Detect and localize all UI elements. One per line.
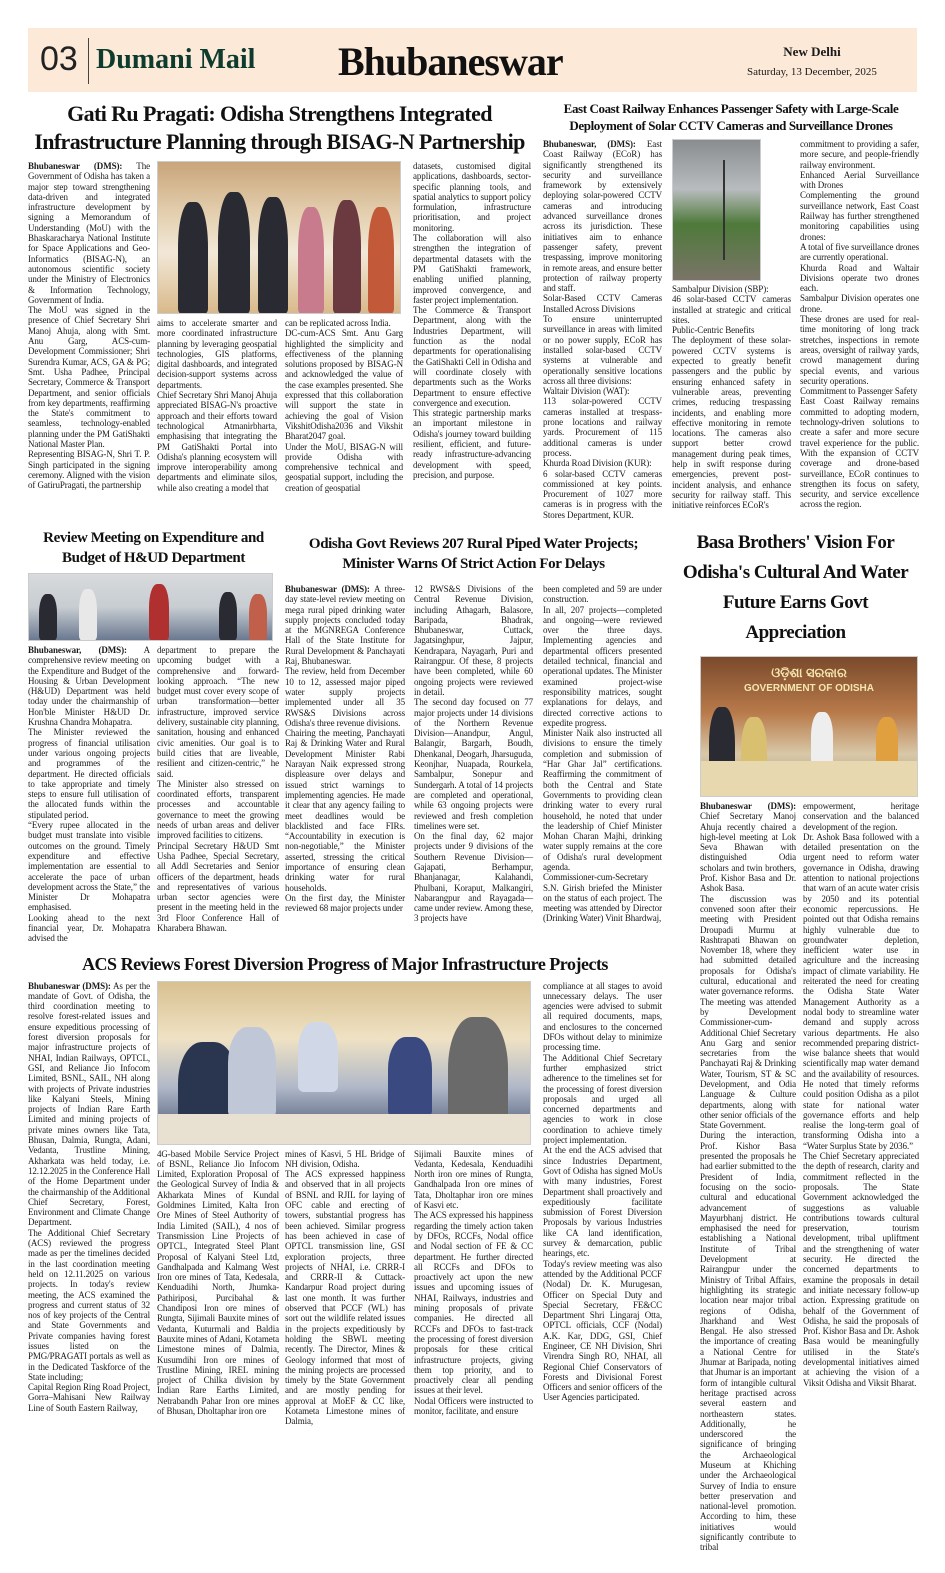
article-column (157, 645, 279, 933)
headline-water: Odisha Govt Reviews 207 Rural Piped Water Projects; Minister Warns Of Strict Action For Delays (308, 535, 639, 572)
photo-railway-cctv (672, 139, 761, 281)
headline-hud: Review Meeting on Expenditure and Budget of H&UD Department (43, 529, 264, 566)
article-column (414, 1149, 533, 1417)
article-water (285, 528, 662, 924)
paragraph: The review, held from December 10 to 12, assessed major piped water supply projects implemented under all 35 RWS&S Divisions across Odisha's three revenue divisions. (285, 666, 405, 728)
article-column (285, 1149, 405, 1427)
paragraph: been completed and 59 are under construction. (543, 583, 662, 605)
article-column (285, 318, 403, 493)
article-column (28, 645, 150, 944)
article-column (543, 584, 662, 924)
paragraph: “Every rupee allocated in the budget must translate into visible outcomes on the ground. Timely expenditure and effective implementation are essential to accelerate the pace of urban development across the State,” the Minister Dr Mohapatra emphasised. (28, 820, 150, 913)
article-column (157, 1149, 279, 1417)
headline-basa: Basa Brothers' Vision For Odisha's Cultural And Water Future Earns Govt Appreciation (682, 531, 909, 643)
paragraph: Complementing the ground surveillance network, East Coast Railway has further strengthened monitoring capabilities using drones: (800, 190, 919, 242)
article-column (800, 139, 919, 510)
paragraph: The ACS expressed his happiness regarding the timely action taken by DFOs, RCCFs, Nodal office and Nodal section of FE & CC department. He further directed all RCCFs and DFOs to proactively act upon the new issues and upcoming issues of NHAI, Railways, industries and mining proposals of private companies. He directed all RCCFs and DFOs to fast-track the processing of forest diversion proposals for these critical infrastructure projects, giving them top priority, and to proactively clear all pending issues at their level. (414, 1210, 533, 1396)
paragraph: This strategic partnership marks an important milestone in Odisha's journey toward building resilient, efficient, and future-ready infrastructure-advancing development with speed, precision, and purpose. (413, 408, 531, 480)
photo-basa-meeting (700, 656, 918, 797)
paragraph: 46 solar-based CCTV cameras installed at strategic and critical sites. (672, 294, 791, 325)
paragraph: Sijimali Bauxite mines of Vedanta, Kedesala, Kenduadihi North iron ore mines of Rungta, Gandhalpada Iron ore mines of Tata, Dholtaphar iron ore mines of Kasvi etc. (414, 1148, 533, 1211)
paragraph: At the end the ACS advised that since Industries Department, Govt of Odisha has signed MoUs with many industries, Forest Department shall proactively and expeditiously facilitate submission of Forest Diversion Proposals by various Industries like CA land identification, survey & demarcation, public hearings, etc. (543, 1145, 662, 1259)
edition-date: Saturday, 13 December, 2025 (747, 66, 877, 78)
article-column (672, 284, 791, 511)
paragraph: Khurda Road Division (KUR): (543, 458, 652, 469)
headline-ecor: East Coast Railway Enhances Passenger Safety with Large-Scale Deployment of Solar CCTV Cameras and Surveillance Drones (563, 101, 899, 133)
paragraph: Capital Region Ring Road Project, Gorra–Mahisani New Railway Line of South Eastern Railway, (28, 1382, 150, 1413)
paragraph: Bhubaneswar, (DMS): East Coast Railway (ECoR) has significantly strengthened its security and surveillance framework by extensively deploying solar-powered CCTV cameras and introducing advanced surveillance drones across its jurisdiction. These initiatives aim to enhance passenger safety, prevent trespassing, improve monitoring in remote areas, and ensure better protection of railway property and staff. (543, 139, 662, 294)
paragraph: 12 RWS&S Divisions of the Central Revenue Division, including Athagarh, Balasore, Baripada, Bhadrak, Bhubaneswar, Cuttack, Jagatsinghpur, Jajpur, Kendrapara, Nayagarh, Puri and Rairangpur. Of these, 8 projects have been completed, while 60 ongoing projects were reviewed in detail. (414, 583, 533, 697)
article-column (700, 801, 796, 1553)
article-basa (672, 528, 919, 1553)
masthead (28, 28, 917, 92)
photo-forest-meeting (157, 981, 531, 1145)
headline-forest: ACS Reviews Forest Diversion Progress of Major Infrastructure Projects (82, 953, 608, 974)
paragraph: The Additional Chief Secretary (ACS) reviewed the progress made as per the timelines decided in the last coordination meeting held on 12.11.2025 on various projects. In today's review meeting, the ACS examined the progress and current status of 32 nos of key projects of the Central and State Governments and Private companies having forest issues listed on the PMG/PRAGATI portals as well as in the Dedicated Taskforce of the State including; (28, 1227, 150, 1382)
edition-city: Bhubaneswar (338, 39, 563, 84)
article-forest (28, 952, 662, 1427)
article-column (543, 981, 662, 1403)
article-column (414, 584, 533, 924)
paragraph: empowerment, heritage conservation and the balanced development of the region. (803, 800, 919, 832)
newspaper-brand: Dumani Mail (96, 44, 256, 75)
paragraph: The discussion was convened soon after their meeting with President Droupadi Murmu at Rashtrapati Bhawan on November 18, where they had submitted detailed proposals for Odisha's cultural, educational and water governance reforms. (700, 893, 796, 997)
paragraph: Bhubaneswar, (DMS): A comprehensive review meeting on the Expenditure and Budget of the Housing & Urban Development (H&UD) Department was held today under the chairmanship of Hon'ble Minister H&UD Dr. Krushna Chandra Mohapatra. (28, 644, 150, 728)
paragraph: The deployment of these solar-powered CCTV systems is expected to greatly benefit passengers and the public by ensuring enhanced safety in vulnerable areas, preventing crimes, reducing trespassing incidents, and enabling more effective monitoring in remote locations. The cameras also support better crowd management during peak times, help in swift response during emergencies, prevent post-incident analysis, and enhance security for railway staff. This initiative reinforces ECoR's (672, 335, 791, 511)
divider (88, 38, 89, 84)
paragraph: Commissioner-cum-Secretary S.N. Girish briefed the Minister on the status of each project. The meeting was attended by Director (Drinking Water) Vinit Bhardwaj, (543, 872, 662, 924)
paragraph: Bhubaneswar (DMS): A three-day state-level review meeting on mega rural piped drinking water supply projects concluded today at the MGNREGA Conference Hall of the State Institute for Rural Development & Panchayati Raj, Bhubaneswar. (285, 583, 406, 667)
paragraph: 6 solar-based CCTV cameras commissioned at key points. Procurement of 1027 more cameras is in progress with the Stores Department, KUR. (543, 468, 662, 520)
paragraph: 4G-based Mobile Service Project of BSNL, Reliance Jio Infocom Limited, Exploration Proposal of the Geological Survey of India & Akharkata Mines of Kundal Goldmines Limited, Kalta Iron Ore Mines of Steel Authority of India Limited (SAIL), 4 nos of Transmission Line Projects of OPTCL, Integrated Steel Plant Proposal of Kalyani Steel Ltd, Gandhalpada and Kalmang West Iron ore mines of Tata, Kedesala, Kenduadihi North, Jhumka-Pathiriposi, Purcibahal & Chandiposi Iron ore mines of Rungta, Sijimali Bauxite mines of Vedanta, Kuturmali and Baldia Bauxite mines of Adani, Kotameta Limestone mines of Dalmia, Kusumdihi Iron ore mines of Trustline Mining, IREL mining project of Chilka division by Indian Rare Earths Limited, Netrabandh Pahar Iron ore mines of Bhusan, Dholtaphar iron ore (157, 1148, 279, 1417)
paragraph: The meeting was attended by Development Commissioner-cum-Additional Chief Secretary Anu Garg and senior secretaries from the Panchayati Raj & Drinking Water, Tourism, ST & SC Development, and Odia Language & Culture departments, along with other senior officials of the State Government. (700, 996, 796, 1131)
paragraph: These drones are used for real-time monitoring of long track stretches, inspections in remote areas, oversight of railway yards, crowd management during special events, and various security operations. (800, 314, 919, 386)
top-row (28, 100, 919, 520)
paragraph: Khurda Road and Waltair Divisions operate two drones each. (800, 262, 919, 294)
paragraph: Looking ahead to the next financial year, Dr. Mohapatra advised the (28, 912, 150, 944)
article-ecor (543, 100, 919, 520)
paragraph: The MoU was signed in the presence of Chief Secretary Shri Manoj Ahuja, along with Smt. Anu Garg, ACS-cum-Development Commissioner; Shri Surendra Kumar, ACS, GA & PG; Smt. Usha Padhee, Principal Secretary, Commerce & Transport Department, and senior officials from key departments, reaffirming the State's commitment to seamless, technology-enabled planning under the PM GatiShakti National Master Plan. (28, 305, 150, 450)
paragraph: The Minister reviewed the progress of financial utilisation under various ongoing projects and programmes of the department. He directed officials to take appropriate and timely steps to ensure full utilisation of the allocated funds within the stipulated period. (28, 727, 150, 820)
paragraph: Nodal Officers were instructed to monitor, facilitate, and ensure (414, 1395, 533, 1417)
paragraph: Bhubaneswar (DMS): The Government of Odisha has taken a major step toward strengthening data-driven and integrated infrastructure development by signing a Memorandum of Understanding (MoU) with the Bhaskaracharya National Institute for Space Applications and Geo-Informatics (BISAG-N), an autonomous scientific society under the Ministry of Electronics & Information Technology, Government of India. (28, 161, 150, 305)
paragraph: mines of Kasvi, 5 HL Bridge of NH division, Odisha. (285, 1148, 405, 1169)
paragraph: datasets, customised digital applications, dashboards, sector-specific planning tools, and spatial analytics to support policy formulation, infrastructure prioritisation, and project monitoring. (413, 161, 531, 233)
paragraph: Bhubaneswar (DMS): As per the mandate of Govt. of Odisha, the third coordination meeting to resolve forest-related issues and ensure expeditious processing of forest diversion proposals for major infrastructure projects of NHAI, Indian Railways, OPTCL, GSI, and Reliance Jio Infocom Limited, BSNL, SAIL, NH along with projects of Private industries like Kalyani Steels, Mining projects of Indian Rare Earth Limited and mining projects of private mines owners like Tata, Bhusan, Dalmia, Rungta, Adani, Vedanta, Trustline Mining, Akharkata was held today, i.e. 12.12.2025 in the Conference Hall of the Home Department under the chairmanship of the Additional Chief Secretary, Forest, Environment and Climate Change Department. (28, 980, 150, 1228)
paragraph: Enhanced Aerial Surveillance with Drones (800, 169, 919, 191)
paragraph: 113 solar-powered CCTV cameras installed at trespass-prone locations and railway yards. Procurement of 115 additional cameras is under process. (543, 396, 662, 458)
paragraph: The collaboration will also strengthen the integration of departmental datasets with the PM GatiShakti framework, enabling unified planning, improved convergence, and faster project implementation. (413, 233, 531, 305)
paragraph: commitment to providing a safer, more secure, and people-friendly railway environment. (800, 139, 919, 170)
paragraph: Public-Centric Benefits (672, 325, 755, 336)
paragraph: The ACS expressed happiness and observed that in all projects of BSNL and RJIL for laying of OFC cable and erecting of towers, substantial progress has been achieved. Similar progress has been achieved in case of OPTCL transmission line, GSI exploration projects, three projects of NHAI, i.e. CRRR-I and CRRR-II & Cuttack-Kandarpur Road project during last one month. It was further observed that PCCF (WL) has sort out the wildlife related issues in the projects expeditiously by holding the SBWL meeting recently. The Director, Mines & Geology informed that most of the mining projects are processed timely by the State Government and are mostly pending for approval at MoEF & CC like, Kotameta Limestone mines of Dalmia, (285, 1169, 405, 1427)
paragraph: Chief Secretary Shri Manoj Ahuja appreciated BISAG-N's proactive approach and their efforts toward technological Atmanirbharta, emphasising that integrating the PM GatiShakti Portal into Odisha's planning ecosystem will improve interoperability among departments and eliminate silos, while also creating a model that (157, 390, 277, 493)
paragraph: A total of five surveillance drones are currently operational. (800, 241, 919, 263)
paragraph: compliance at all stages to avoid unnecessary delays. The user agencies were advised to submit all required documents, maps, and enclosures to the concerned DFOs without delay to minimize processing time. (543, 980, 662, 1053)
paragraph: DC-cum-ACS Smt. Anu Garg highlighted the simplicity and effectiveness of the planning solutions proposed by BISAG-N and acknowledged the value of the case examples presented. She expressed that this collaboration will support the state in achieving the goal of Vision VikshitOdisha2036 and Vikshit Bharat2047 goal. (285, 328, 403, 442)
paragraph: Solar-Based CCTV Cameras Installed Across Divisions (543, 293, 662, 314)
paragraph: Sambalpur Division operates one drone. (800, 293, 919, 314)
photo-sign-odia: ଓଡ଼ିଶା ସରକାର (771, 664, 847, 680)
paragraph: Commitment to Passenger Safety (800, 386, 918, 397)
paragraph: To ensure uninterrupted surveillance in areas with limited or no power supply, ECoR has installed solar-based CCTV systems at vulnerable and operationally sensitive locations across all three divisions: (543, 314, 662, 386)
paragraph: Representing BISAG-N, Shri T. P. Singh participated in the signing ceremony. Aligned with the vision of GatiruPragati, the partnership (28, 449, 150, 491)
paragraph: Under the MoU, BISAG-N will provide Odisha with comprehensive technical and geospatial support, including the creation of geospatial (285, 441, 403, 493)
photo-hud-meeting (28, 573, 273, 641)
edition-place: New Delhi (783, 44, 841, 59)
paragraph: can be replicated across India. (285, 318, 391, 328)
article-gati (28, 100, 531, 493)
paragraph: The Commerce & Transport Department, along with the Industries Department, will function as the nodal departments for operationalising the GatiShakti Cell in Odisha and will coordinate closely with departments such as the Works Department to ensure effective convergence and execution. (413, 305, 531, 408)
article-column (543, 139, 662, 520)
paragraph: Bhubaneswar (DMS): Chief Secretary Manoj Ahuja recently chaired a high-level meeting at Lok Seva Bhawan with distinguished Odia scholars and twin brothers, Prof. Kishor Basa and Dr. Ashok Basa. (700, 800, 796, 894)
paragraph: During the interaction, Prof. Kishor Basa presented the proposals he had earlier submitted to the President of India, focusing on the socio-cultural and educational advancement of Mayurbhanj district. He emphasised the need for establishing a National Institute of Tribal Development at Rairangpur under the Ministry of Tribal Affairs, highlighting its strategic location near major tribal regions of Odisha, Jharkhand and West Bengal. He also stressed the importance of creating a National Centre for Jhumar at Baripada, noting that Jhumar is an important form of intangible cultural heritage practised across several eastern and northeastern states. Additionally, he underscored the significance of bringing the Archaeological Museum at Khiching under the Archaeological Survey of India to ensure better preservation and national-level promotion. According to him, these initiatives would significantly contribute to tribal (700, 1130, 796, 1553)
paragraph: Today's review meeting was also attended by the Additional PCCF (Nodal) Dr. K. Murugesan, Officer on Special Duty and Special Secretary, FE&CC Department Shri Lingaraj Otta, OPTCL officials, CCF (Nodal) A.K. Kar, DDG, GSI, Chief Engineer, CE NH Division, Shri Virendra Singh RO, NHAI, all Regional Chief Conservators of Forests and Divisional Forest Officers and senior officers of the User Agencies participated. (543, 1258, 662, 1403)
paragraph: Dr. Ashok Basa followed with a detailed presentation on the urgent need to reform water governance in Odisha, drawing attention to national projections that warn of an acute water crisis by 2050 and its potential economic repercussions. He pointed out that Odisha remains highly vulnerable due to groundwater depletion, inefficient water use in agriculture and the increasing impact of climate variability. He reiterated the need for creating the Odisha State Water Management Authority as a nodal body to streamline water demand and supply across various departments. He also recommended preparing district-wise balance sheets that would scientifically map water demand and the availability of resources. He noted that timely reforms could position Odisha as a pilot state for national water governance efforts and help realise the long-term goal of transforming Odisha into a “Water Surplus State by 2036.” (803, 831, 919, 1151)
article-column (285, 584, 405, 914)
bottom-left (28, 528, 662, 1427)
paragraph: Chairing the meeting, Panchayati Raj & Drinking Water and Rural Development Minister Rabi Narayan Naik expressed strong displeasure over delays and issued strict warnings to implementing agencies. He made it clear that any agency failing to meet deadlines would be blacklisted and face FIRs. “Accountability in execution is non-negotiable,” the Minister asserted, stressing the critical importance of ensuring clean drinking water for rural households. (285, 728, 405, 893)
paragraph: The Chief Secretary appreciated the depth of research, clarity and commitment reflected in the proposals. The State Government acknowledged the suggestions as valuable contributions towards cultural preservation, tourism development, tribal upliftment and the strengthening of water security. He directed the concerned departments to examine the proposals in detail and initiate necessary follow-up action. Expressing gratitude on behalf of the Government of Odisha, he said the proposals of Prof. Kishor Basa and Dr. Ashok Basa would be meaningfully utilised in the State's developmental initiatives aimed at achieving the vision of a Viksit Odisha and Viksit Bharat. (803, 1151, 919, 1388)
paragraph: Sambalpur Division (SBP): (672, 284, 769, 294)
article-column (803, 801, 919, 1388)
paragraph: On the final day, 62 major projects under 9 divisions of the Southern Revenue Division—Gajapati, Berhampur, Bhanjanagar, Kalahandi, Phulbani, Koraput, Malkangiri, Nabarangpur and Rayagada—came under review. Among these, 3 projects have (414, 831, 533, 924)
paragraph: aims to accelerate smarter and more coordinated infrastructure planning by leveraging geospatial technologies, GIS platforms, digital dashboards, and integrated decision-support systems across departments. (157, 318, 277, 390)
paragraph: Minister Naik also instructed all divisions to ensure the timely completion and submission of “Har Ghar Jal” certifications. Reaffirming the commitment of both the Central and State Governments to providing clean drinking water to every rural household, he noted that under the leadership of Chief Minister Mohan Charan Majhi, drinking water supply remains at the core of Odisha's rural development agenda. (543, 728, 662, 872)
paragraph: The Additional Chief Secretary further emphasized strict adherence to the timelines set for the processing of forest diversion proposals and urged all concerned departments and agencies to work in close coordination to achieve timely project implementation. (543, 1052, 662, 1146)
paragraph: department to prepare the upcoming budget with a comprehensive and forward-looking approach. “The new budget must cover every scope of urban transformation—better infrastructure, improved service delivery, sustainable city planning, sanitation, housing and enhanced civic amenities. Our goal is to build cities that are liveable, resilient and citizen-centric,” he said. (157, 644, 279, 779)
bottom-area (28, 528, 919, 1553)
article-column (28, 161, 150, 491)
paragraph: In all, 207 projects—completed and ongoing—were reviewed over the three days. Implementing agencies and departmental officers presented detailed technical, financial and operational updates. The Minister examined project-wise responsibility matrices, sought explanations for delays, and directed corrective actions to expedite progress. (543, 604, 662, 728)
paragraph: Principal Secretary H&UD Smt Usha Padhee, Special Secretary, all Addl Secretaries and Senior officers of the department, heads and representatives of various urban sector agencies were present in the meeting held in the 3rd Floor Conference Hall of Kharabera Bhawan. (157, 840, 279, 933)
photo-mou-signing (157, 161, 401, 314)
article-column (28, 981, 150, 1413)
article-column (413, 161, 531, 480)
headline-gati: Gati Ru Pragati: Odisha Strengthens Integrated Infrastructure Planning through BISAG-N Partnership (34, 101, 525, 154)
paragraph: On the first day, the Minister reviewed 68 major projects under (285, 892, 405, 914)
paragraph: The Minister also stressed on coordinated efforts, transparent processes and accountable governance to meet the growing needs of urban areas and deliver improved facilities to citizens. (157, 778, 279, 841)
photo-sign-english: GOVERNMENT OF ODISHA (743, 682, 874, 694)
paragraph: Waltair Division (WAT): (543, 386, 630, 397)
paragraph: East Coast Railway remains committed to adopting modern, technology-driven solutions to create a safer and more secure travel experience for the public. With the expansion of CCTV coverage and drone-based surveillance, ECoR continues to strengthen its focus on safety, security, and service excellence across the region. (800, 396, 919, 510)
paragraph: The second day focused on 77 major projects under 14 divisions of the Northern Revenue Division—Anandpur, Angul, Balangir, Bargarh, Boudh, Dhenkanal, Deogarh, Jharsuguda, Keonjhar, Nuapada, Rourkela, Sambalpur, Sonepur and Sundergarh. A total of 14 projects are completed and operational, while 63 ongoing projects were reviewed and fresh completion timelines were set. (414, 697, 533, 831)
article-column (157, 318, 277, 493)
article-hud (28, 528, 279, 944)
page-number: 03 (40, 40, 78, 78)
